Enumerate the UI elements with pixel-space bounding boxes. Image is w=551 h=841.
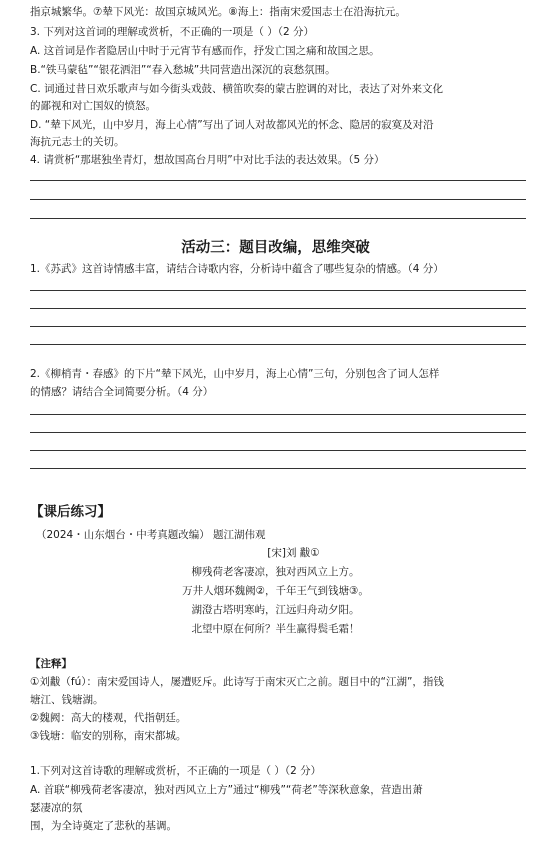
- activity-title: 活动三：题目改编，思维突破: [181, 240, 370, 256]
- answer-line[interactable]: [30, 218, 526, 219]
- answer-line[interactable]: [30, 180, 526, 181]
- practice-heading: 【课后练习】: [30, 504, 111, 520]
- answer-line[interactable]: [30, 199, 526, 200]
- question-3-option-b: B.“铁马蒙毡”“银花洒泪”“春入愁城”共同营造出深沉的哀愁氛围。: [30, 64, 336, 76]
- activity-question-2: 2.《柳梢青・春感》的下片“辇下风光，山中岁月，海上心情”三句，分别包含了词人怎样: [30, 368, 440, 380]
- poem-line: 北望中原在何所？半生赢得鬓毛霜！: [191, 623, 360, 635]
- poem-line: 万井人烟环魏阙②，千年王气到钱塘③。: [182, 585, 369, 597]
- practice-question-1: 1.下列对这首诗歌的理解或赏析，不正确的一项是（ ）（2 分）: [30, 765, 322, 777]
- poem-author: [宋]刘 黻①: [267, 547, 320, 559]
- answer-line[interactable]: [30, 308, 526, 309]
- answer-line[interactable]: [30, 290, 526, 291]
- answer-line[interactable]: [30, 344, 526, 345]
- activity-question-1: 1.《苏武》这首诗情感丰富，请结合诗歌内容，分析诗中蕴含了哪些复杂的情感。（4 分）: [30, 263, 444, 275]
- poem-line: 柳残荷老客凄凉，独对西风立上方。: [191, 566, 360, 578]
- answer-line[interactable]: [30, 450, 526, 451]
- note-2: ②魏阙：高大的楼观，代指朝廷。: [30, 712, 187, 724]
- notes-heading: 【注释】: [30, 658, 72, 670]
- activity-question-2-cont: 的情感？请结合全词简要分析。（4 分）: [30, 386, 214, 398]
- poem-line: 湖澄古塔明寒屿，江远归舟动夕阳。: [191, 604, 360, 616]
- question-3-stem: 3. 下列对这首词的理解或赏析，不正确的一项是（ ）（2 分）: [30, 26, 314, 38]
- note-continuation: 指京城繁华。⑦辇下风光：故国京城风光。⑧海上：指南宋爱国志士在沿海抗元。: [30, 6, 406, 18]
- practice-question-1-option-a: A. 首联“柳残荷老客凄凉，独对西风立上方”通过“柳残”“荷老”等深秋意象，营造出萧: [30, 784, 423, 796]
- note-3: ③钱塘：临安的别称，南宋都城。: [30, 730, 187, 742]
- question-3-option-c: C. 词通过昔日欢乐歌声与如今街头戏鼓、横笛吹奏的蒙古腔调的对比，表达了对外来文化: [30, 83, 444, 95]
- question-3-option-d-cont: 海抗元志士的关切。: [30, 136, 125, 148]
- note-1-cont: 塘江、钱塘湖。: [30, 694, 104, 706]
- answer-line[interactable]: [30, 468, 526, 469]
- answer-line[interactable]: [30, 326, 526, 327]
- practice-question-1-option-a-cont: 瑟凄凉的氛: [30, 802, 83, 814]
- question-3-option-c-cont: 的鄙视和对亡国奴的愤怒。: [30, 100, 156, 112]
- answer-line[interactable]: [30, 432, 526, 433]
- poem-source: （2024・山东烟台・中考真题改编） 题江湖伟观: [36, 529, 266, 541]
- note-1: ①刘黻（fú）：南宋爱国诗人，屡遭贬斥。此诗写于南宋灭亡之前。题目中的“江湖”，指钱: [30, 676, 444, 688]
- question-3-option-a: A. 这首词是作者隐居山中时于元宵节有感而作，抒发亡国之痛和故国之思。: [30, 45, 380, 57]
- answer-line[interactable]: [30, 414, 526, 415]
- question-3-option-d: D. “辇下风光，山中岁月，海上心情”写出了词人对故都风光的怀念、隐居的寂寞及对沿: [30, 119, 434, 131]
- practice-question-1-option-a-end: 围，为全诗奠定了悲秋的基调。: [30, 820, 177, 832]
- question-4-stem: 4. 请赏析“那堪独坐青灯，想故国高台月明”中对比手法的表达效果。（5 分）: [30, 154, 385, 166]
